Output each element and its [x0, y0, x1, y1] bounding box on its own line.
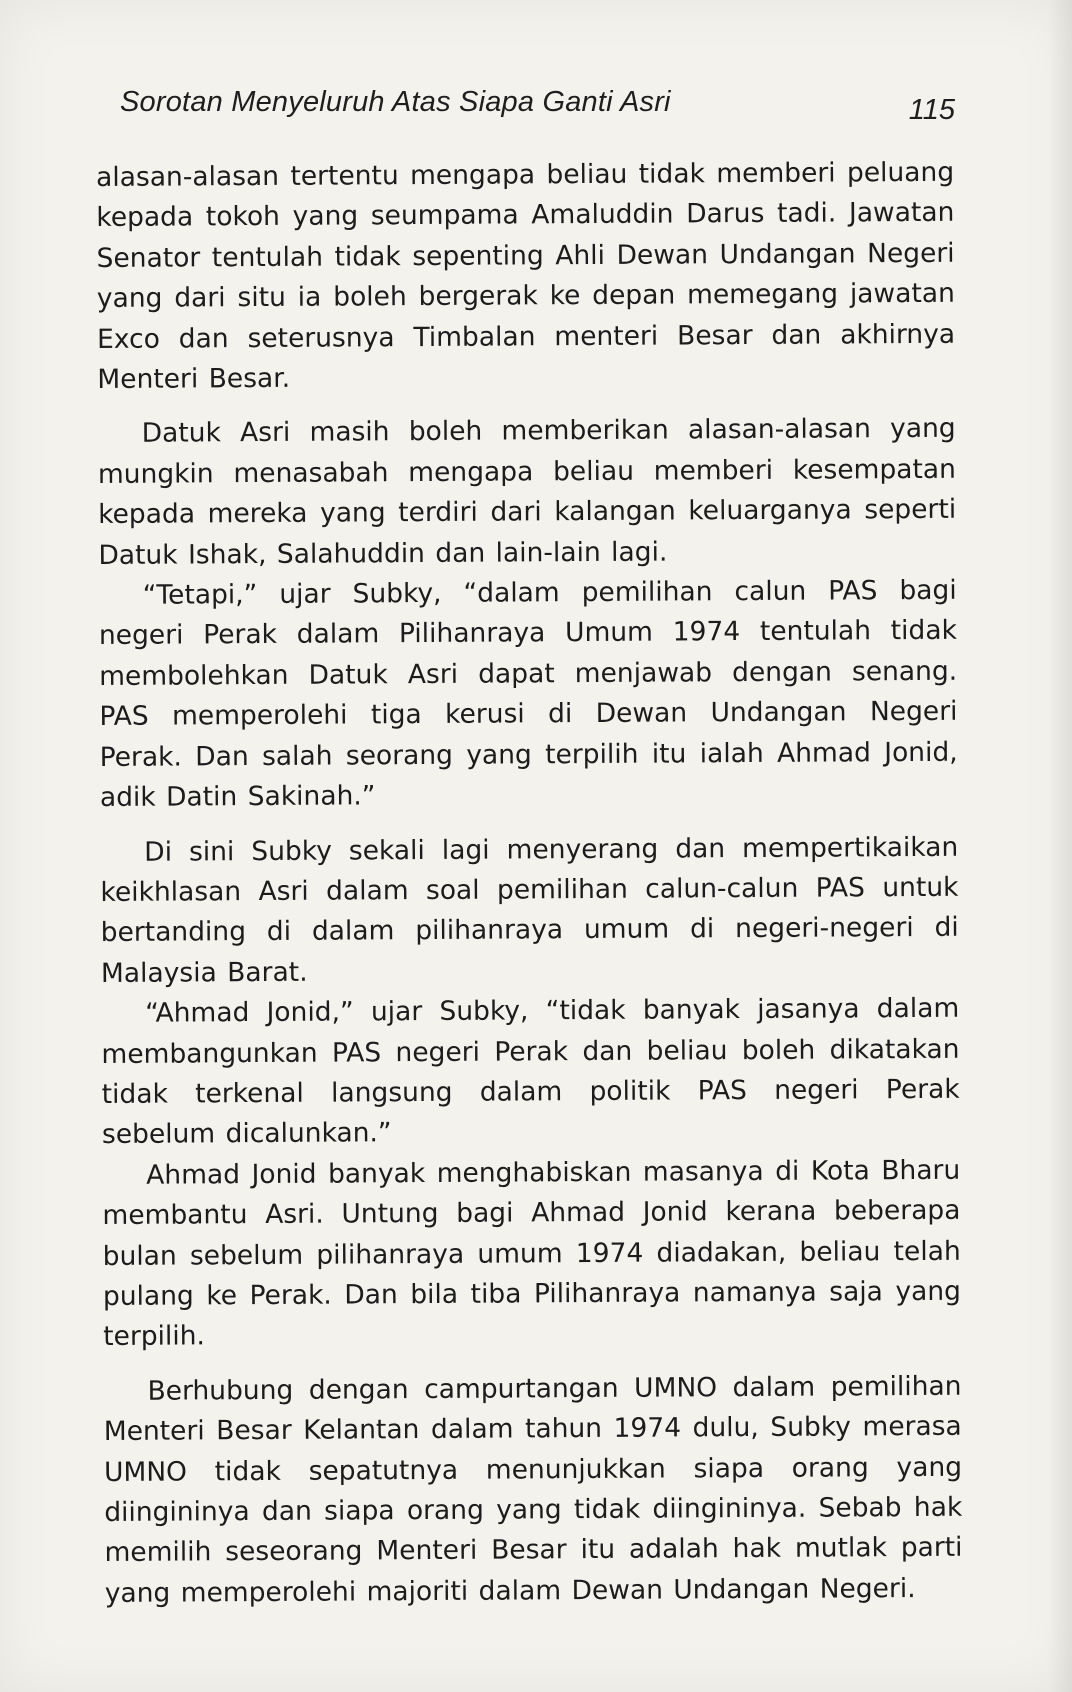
paragraph: Datuk Asri masih boleh memberikan alasan-alasan yang mungkin menasabah mengapa beliau memberi kesempatan kepada mereka yang terdiri dari kalangan keluarganya seperti Datuk Ishak, Salahuddin dan lain-lain lagi.: [97, 413, 957, 571]
chapter-title: Sorotan Menyeluruh Atas Siapa Ganti Asri: [120, 86, 671, 118]
page-edge-shadow: [1048, 0, 1072, 1692]
paragraph: “Ahmad Jonid,” ujar Subky, “tidak banyak jasanya dalam membangunkan PAS negeri Perak dan beliau boleh dikatakan tidak terkenal langsung dalam politik PAS negeri Perak sebelum dicalunkan.”: [101, 992, 960, 1151]
paragraph: alasan-alasan tertentu mengapa beliau tidak memberi peluang kepada tokoh yang seumpama Amaluddin Darus tadi. Jawatan Senator tentulah tidak sepenting Ahli Dewan Undangan Negeri yang dari situ ia boleh bergerak ke depan memegang jawatan Exco dan seterusnya Timbalan menteri Besar dan akhirnya Menteri Besar.: [96, 156, 956, 396]
paragraph: Berhubung dengan campurtangan UMNO dalam pemilihan Menteri Besar Kelantan dalam tahun 1974 dulu, Subky merasa UMNO tidak sepatutnya menunjukkan siapa orang yang diingininya dan siapa orang yang tidak diingininya. Sebab hak memilih seseorang Menteri Besar itu adalah hak mutlak parti yang memperolehi majoriti dalam Dewan Undangan Negeri.: [103, 1370, 963, 1609]
paragraph: “Tetapi,” ujar Subky, “dalam pemilihan calun PAS bagi negeri Perak dalam Pilihanraya Umum 1974 tentulah tidak membolehkan Datuk Asri dapat menjawab dengan senang. PAS memperolehi tiga kerusi di Dewan Undangan Negeri Perak. Dan salah seorang yang terpilih itu ialah Ahmad Jonid, adik Datin Sakinah.”: [98, 574, 958, 814]
page-number: 115: [908, 94, 955, 126]
running-header: [120, 86, 955, 136]
body-text: [96, 153, 963, 1614]
paragraph: Ahmad Jonid banyak menghabiskan masanya di Kota Bharu membantu Asri. Untung bagi Ahmad Jonid kerana beberapa bulan sebelum pilihanraya umum 1974 diadakan, beliau telah pulang ke Perak. Dan bila tiba Pilihanraya namanya saja yang terpilih.: [102, 1154, 962, 1353]
paragraph: Di sini Subky sekali lagi menyerang dan mempertikaikan keikhlasan Asri dalam soal pemilihan calun-calun PAS untuk bertanding di dalam pilihanraya umum di negeri-negeri di Malaysia Barat.: [100, 831, 959, 989]
